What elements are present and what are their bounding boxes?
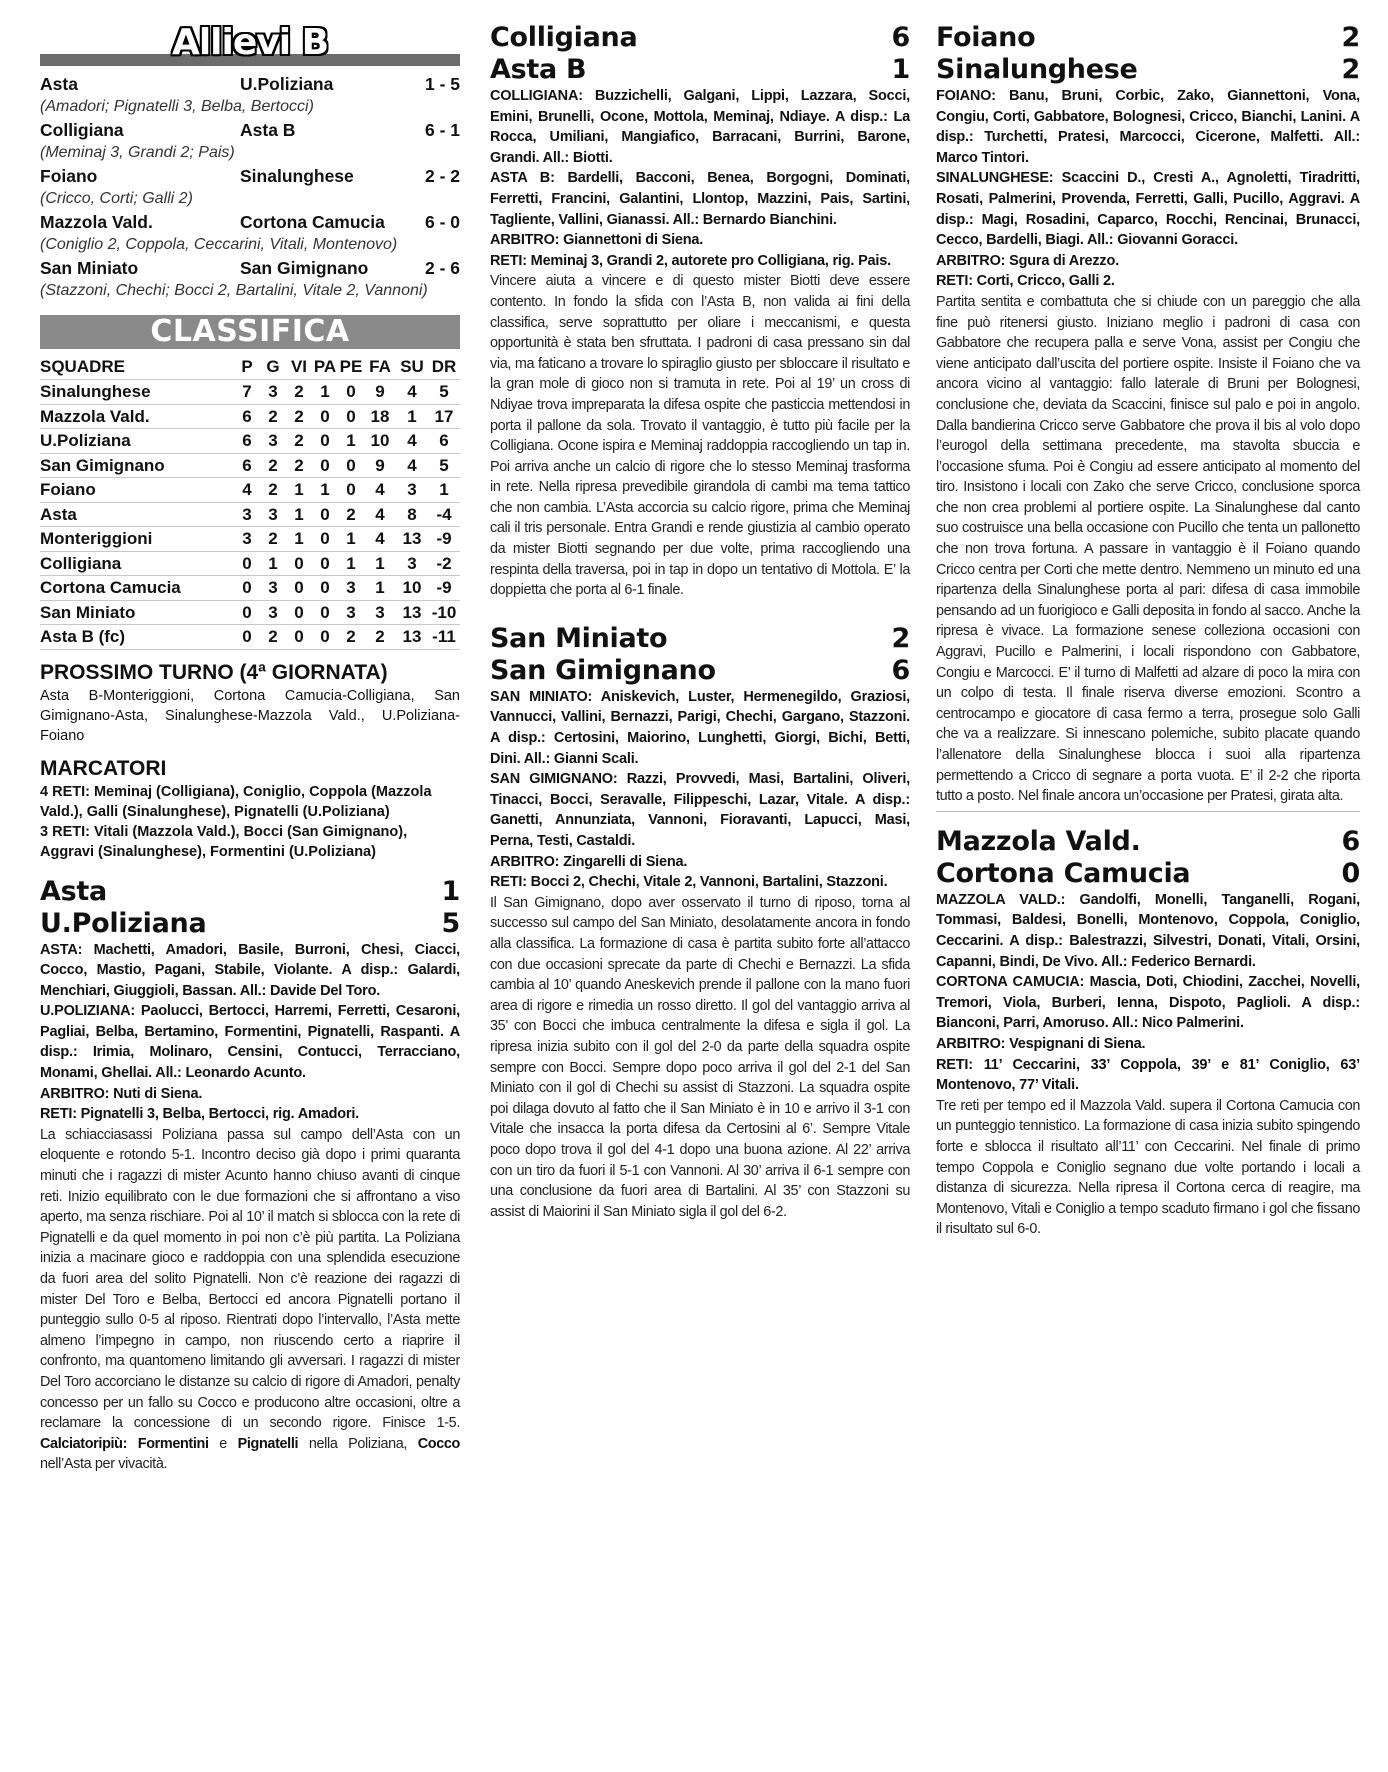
stat-cell: 7	[234, 380, 260, 405]
stat-cell: 2	[260, 478, 286, 503]
away-lineup: SINALUNGHESE: Scaccini D., Cresti A., Agnoletti, Tiradritti, Rosati, Palmerini, Provenda, Ferretti, Galli, Pucillo, Aggravi. A disp.: Magi, Rosadini, Caparco, Rocchi, Rencinai, Brunacci, Cecco, Bardelli, Biagi. All.: Giovanni Goracci.	[936, 170, 1360, 249]
referee: ARBITRO: Nuti di Siena.	[40, 1085, 203, 1102]
stat-cell: 2	[364, 625, 396, 650]
away-team: Asta B	[490, 54, 587, 85]
away-team: U.Poliziana	[240, 74, 334, 94]
stat-cell: 1	[260, 551, 286, 576]
stat-cell: 1	[338, 551, 364, 576]
home-score: 2	[891, 622, 910, 654]
team-name: Asta	[40, 502, 234, 527]
home-score: 1	[441, 875, 460, 907]
away-lineup: SAN GIMIGNANO: Razzi, Provvedi, Masi, Bartalini, Oliveri, Tinacci, Bocci, Seravalle, Filippeschi, Lazar, Vitale. A disp.: Ganetti, Annunziata, Vannoni, Fioravanti, Lapucci, Masi, Perna, Testi, Castaldi.	[490, 771, 910, 849]
stat-cell: 0	[312, 429, 338, 454]
referee: ARBITRO: Vespignani di Siena.	[936, 1035, 1146, 1052]
stat-cell: 4	[396, 429, 428, 454]
stat-cell: 4	[234, 478, 260, 503]
stat-cell: 0	[338, 380, 364, 405]
away-score: 6	[891, 654, 910, 686]
score: 2 - 2	[424, 166, 460, 186]
stat-cell: 6	[234, 453, 260, 478]
result-row	[40, 164, 460, 188]
stat-cell: 0	[312, 404, 338, 429]
match-report	[40, 1125, 460, 1475]
result-scorers: (Coniglio 2, Coppola, Ceccarini, Vitali, Montenovo)	[40, 236, 398, 253]
stat-cell: 1	[428, 478, 460, 503]
column-left	[40, 22, 460, 1475]
column-right	[936, 22, 1360, 1240]
goals: RETI: Meminaj 3, Grandi 2, autorete pro Colligiana, rig. Pais.	[490, 252, 891, 269]
stat-cell: 10	[396, 576, 428, 601]
stat-cell: 13	[396, 527, 428, 552]
standings-column-header: SQUADRE	[40, 357, 126, 376]
home-team: Mazzola Vald.	[936, 825, 1141, 857]
standings-row	[40, 404, 460, 429]
stat-cell: 10	[364, 429, 396, 454]
home-team: Colligiana	[40, 120, 124, 140]
stat-cell: 0	[286, 625, 312, 650]
home-team: Asta	[40, 875, 107, 907]
stat-cell: 0	[338, 453, 364, 478]
team-name: U.Poliziana	[40, 429, 234, 454]
stat-cell: 2	[260, 625, 286, 650]
stat-cell: 0	[312, 625, 338, 650]
stat-cell: 0	[338, 404, 364, 429]
stat-cell: 3	[234, 527, 260, 552]
best-players-label: Calciatoripiù:	[40, 1435, 128, 1452]
standings-row	[40, 576, 460, 601]
home-lineup: COLLIGIANA: Buzzichelli, Galgani, Lippi, Lazzara, Socci, Emini, Brunelli, Ocone, Mottola, Meminaj, Ndiaye. A disp.: La Rocca, Umiliani, Mangiafico, Barracani, Burrini, Barone, Grandi. All.: Biotti.	[490, 88, 910, 166]
standings-column-header: VI	[290, 357, 308, 376]
stat-cell: 5	[428, 380, 460, 405]
home-lineup: MAZZOLA VALD.: Gandolfi, Monelli, Tanganelli, Rogani, Tommasi, Baldesi, Bonelli, Montenovo, Coppola, Coniglio, Ceccarini. A disp.: Balestrazzi, Silvestri, Donati, Vitali, Orsini, Capanni, Bindi, De Vivo. All.: Federico Bernardi.	[936, 891, 1360, 970]
match-header	[936, 826, 1360, 890]
standings-column-header: FA	[369, 357, 391, 376]
away-score: 1	[891, 54, 910, 85]
away-team: San Gimignano	[240, 258, 369, 278]
away-score: 5	[441, 907, 460, 939]
stat-cell: 0	[234, 625, 260, 650]
stat-cell: 18	[364, 404, 396, 429]
stat-cell: 1	[312, 380, 338, 405]
stat-cell: 1	[338, 429, 364, 454]
away-score: 2	[1341, 54, 1360, 85]
report-text: nella Poliziana,	[308, 1435, 408, 1452]
score: 1 - 5	[424, 74, 460, 94]
goals: RETI: 11’ Ceccarini, 33’ Coppola, 39’ e 81’ Coniglio, 63’ Montenovo, 77’ Vitali.	[936, 1056, 1360, 1094]
home-team: Asta	[40, 74, 78, 94]
stat-cell: 17	[428, 404, 460, 429]
stat-cell: 2	[286, 404, 312, 429]
stat-cell: 1	[338, 527, 364, 552]
result-scorers: (Meminaj 3, Grandi 2; Pais)	[40, 144, 235, 161]
result-scorers: (Stazzoni, Chechi; Bocci 2, Bartalini, Vitale 2, Vannoni)	[40, 282, 428, 299]
stat-cell: 0	[234, 600, 260, 625]
next-round-text: Asta B-Monteriggioni, Cortona Camucia-Colligiana, San Gimignano-Asta, Sinalunghese-Mazzola Vald., U.Poliziana-Foiano	[40, 687, 460, 744]
stat-cell: 6	[234, 429, 260, 454]
referee: ARBITRO: Giannettoni di Siena.	[490, 232, 704, 249]
goals: RETI: Corti, Cricco, Galli 2.	[936, 273, 1115, 290]
stat-cell: 3	[396, 478, 428, 503]
standings-row	[40, 502, 460, 527]
stat-cell: 2	[286, 380, 312, 405]
match-report: Tre reti per tempo ed il Mazzola Vald. supera il Cortona Camucia con un punteggio tennistico. La formazione di casa inizia subito spingendo forte e sblocca il risultato all’11’ con Ceccarini. Nel finale di primo tempo Coppola e Coniglio segnano due volte portando i locali a distanza di sicurezza. Nella ripresa il Cortona cerca di reagire, ma Montenovo, Vitali e Coniglio a tempo scaduto firmano i gol che fissano il risultato sul 6-0.	[936, 1097, 1360, 1238]
stat-cell: -4	[428, 502, 460, 527]
result-row	[40, 72, 460, 96]
stat-cell: 13	[396, 600, 428, 625]
result-row	[40, 256, 460, 280]
team-name: Sinalunghese	[40, 380, 234, 405]
stat-cell: 1	[396, 404, 428, 429]
stat-cell: 3	[260, 380, 286, 405]
away-score: 0	[1341, 857, 1360, 889]
stat-cell: 2	[286, 429, 312, 454]
home-team: San Miniato	[490, 622, 668, 654]
away-lineup: U.POLIZIANA: Paolucci, Bertocci, Harremi, Ferretti, Cesaroni, Pagliai, Belba, Bertamino, Formentini, Pignatelli, Raspanti. A disp.: Irimia, Molinaro, Censini, Contucci, Terracciano, Monami, Ghellai. All.: Leonardo Acunto.	[40, 1003, 460, 1082]
home-team: Foiano	[936, 22, 1036, 53]
stat-cell: 3	[260, 600, 286, 625]
standings-column-header: P	[241, 357, 253, 376]
standings-row	[40, 600, 460, 625]
stat-cell: 0	[312, 453, 338, 478]
match-report: Vincere aiuta a vincere e di questo mister Biotti deve essere contento. In fondo la sfida con l’Asta B, non valida ai fini della classifica, serve soprattutto per oliare i meccanismi, e questa opportunità è stata ben sfruttata. I padroni di casa pressano sin dal via, ma faticano a trovare lo spiraglio giusto per sbloccare il risultato e la gran mole di gioco non si tramuta in rete. Poi al 19’ un cross di Ndiyae trova impreparata la difesa ospite che pasticcia mettendosi in porta il pallone da sola. Trovato il vantaggio, è tutto più facile per la Colligiana. Ocone ispira e Meminaj raddoppia raccogliendo un tap in. Poi arriva anche un calcio di rigore che lo stesso Meminaj trasforma in rete. Nella ripresa prevedibile girandola di cambi ma tema tattico che non cambia. L’Asta accorcia su calcio rigore, prima che Meminaj cali il tris personale. Entra Grandi e rende giustizia al cambio operato da mister Biotti segnando per due volte, prima raccogliendo una respinta della traversa, poi in tap in dopo un tentativo di Mottola. E’ la doppietta che porta al 6-1 finale.	[490, 273, 910, 599]
stat-cell: 1	[364, 551, 396, 576]
stat-cell: 4	[364, 527, 396, 552]
stat-cell: 4	[364, 502, 396, 527]
stat-cell: 0	[338, 478, 364, 503]
match-header	[490, 623, 910, 687]
result-scorers: (Amadori; Pignatelli 3, Belba, Bertocci)	[40, 98, 314, 115]
stat-cell: 6	[428, 429, 460, 454]
stat-cell: 0	[286, 576, 312, 601]
stat-cell: 3	[338, 600, 364, 625]
home-team: Foiano	[40, 166, 98, 186]
stat-cell: 3	[260, 429, 286, 454]
stat-cell: 2	[338, 625, 364, 650]
stat-cell: 1	[312, 478, 338, 503]
away-team: Sinalunghese	[240, 166, 354, 186]
home-lineup: FOIANO: Banu, Bruni, Corbic, Zako, Giannettoni, Vona, Congiu, Corti, Gabbatore, Bolognesi, Cricco, Bianchi, Lanini. A disp.: Turchetti, Pratesi, Marcocci, Cicerone, Malfetti. All.: Marco Tintori.	[936, 88, 1360, 166]
home-team: Mazzola Vald.	[40, 212, 153, 232]
stat-cell: 3	[260, 502, 286, 527]
home-team: Colligiana	[490, 22, 638, 53]
next-round-title: PROSSIMO TURNO (4ª GIORNATA)	[40, 660, 388, 684]
result-row	[40, 118, 460, 142]
stat-cell: 0	[286, 551, 312, 576]
stat-cell: 4	[364, 478, 396, 503]
best-player: Cocco	[417, 1435, 460, 1452]
standings-row	[40, 380, 460, 405]
away-team: Sinalunghese	[936, 54, 1138, 85]
away-team: San Gimignano	[490, 654, 716, 686]
standings-column-header: SU	[400, 357, 424, 376]
match-header	[936, 22, 1360, 86]
stat-cell: 6	[234, 404, 260, 429]
stat-cell: 0	[234, 551, 260, 576]
away-lineup: CORTONA CAMUCIA: Mascia, Doti, Chiodini, Zacchei, Novelli, Tremori, Viola, Burberi, Ienna, Dispoto, Paglioli. A disp.: Bianconi, Parri, Amoruso. All.: Nico Palmerini.	[936, 974, 1360, 1032]
match-header	[40, 876, 460, 940]
page-title: Allievi B	[171, 22, 329, 63]
team-name: San Gimignano	[40, 453, 234, 478]
away-team: Asta B	[240, 120, 296, 140]
scorers-line: 3 RETI: Vitali (Mazzola Vald.), Bocci (San Gimignano), Aggravi (Sinalunghese), Formentini (U.Poliziana)	[40, 823, 408, 860]
standings-column-header: G	[266, 357, 280, 376]
standings-row	[40, 527, 460, 552]
stat-cell: 2	[260, 453, 286, 478]
stat-cell: 9	[364, 453, 396, 478]
stat-cell: -2	[428, 551, 460, 576]
standings-row	[40, 453, 460, 478]
team-name: Foiano	[40, 478, 234, 503]
standings-title: CLASSIFICA	[40, 315, 460, 349]
scorers-line: 4 RETI: Meminaj (Colligiana), Coniglio, Coppola (Mazzola Vald.), Galli (Sinalunghese), Pignatelli (U.Poliziana)	[40, 783, 432, 820]
stat-cell: 9	[364, 380, 396, 405]
score: 6 - 0	[424, 212, 460, 232]
stat-cell: 2	[260, 527, 286, 552]
stat-cell: 0	[312, 527, 338, 552]
team-name: Asta B (fc)	[40, 625, 234, 650]
stat-cell: 0	[312, 551, 338, 576]
away-team: Cortona Camucia	[240, 212, 385, 232]
home-score: 2	[1341, 22, 1360, 53]
stat-cell: 0	[312, 600, 338, 625]
standings-row	[40, 478, 460, 503]
divider	[936, 811, 1360, 812]
stat-cell: 3	[396, 551, 428, 576]
stat-cell: 4	[396, 380, 428, 405]
match-header	[490, 22, 910, 86]
best-player: Pignatelli	[237, 1435, 299, 1452]
column-middle	[490, 22, 910, 1222]
standings-column-header: PA	[313, 357, 337, 376]
stat-cell: 1	[286, 502, 312, 527]
team-name: Monteriggioni	[40, 527, 234, 552]
stat-cell: 1	[364, 576, 396, 601]
home-lineup: SAN MINIATO: Aniskevich, Luster, Hermenegildo, Graziosi, Vannucci, Vallini, Bernazzi, Parigi, Chechi, Gargano, Stazzoni. A disp.: Certosini, Maiorino, Lunghetti, Giorgi, Bichi, Betti, Dini. All.: Gianni Scali.	[490, 688, 910, 767]
stat-cell: 3	[234, 502, 260, 527]
scorers-title: MARCATORI	[40, 756, 167, 780]
team-name: San Miniato	[40, 600, 234, 625]
stat-cell: 8	[396, 502, 428, 527]
home-lineup: ASTA: Machetti, Amadori, Basile, Burroni, Chesi, Ciacci, Cocco, Mastio, Pagani, Stabile, Violante. A disp.: Galardi, Menchiari, Giuggioli, Bassan. All.: Davide Del Toro.	[40, 941, 460, 999]
stat-cell: 0	[234, 576, 260, 601]
best-player: Formentini	[137, 1435, 209, 1452]
home-score: 6	[891, 22, 910, 53]
stat-cell: 3	[260, 576, 286, 601]
stat-cell: 3	[338, 576, 364, 601]
section-header	[40, 22, 460, 66]
goals: RETI: Bocci 2, Chechi, Vitale 2, Vannoni, Bartalini, Stazzoni.	[490, 874, 888, 891]
stat-cell: 1	[286, 478, 312, 503]
match-report: Il San Gimignano, dopo aver osservato il turno di riposo, torna al successo sul campo del San Miniato, desolatamente ancora in fondo alla classifica. La formazione di casa è partita subito forte all’attacco con due occasioni sprecate da parte di Chechi e Bernazzi. La sfida cambia al 10’ quando Aneskevich prende il pallone con la mano fuori area di rigore e rimedia un rosso diretto. Il gol del vantaggio arriva al 35’ con Bocci che imbuca centralmente la difesa e sigla il gol. La ripresa inizia subito con il gol del 2-0 da parte della squadra ospite sempre con Bocci. Sempre dopo poco arriva il gol del 2-1 del San Miniato con il gol di Chechi su assist di Stazzoni. La squadra ospite poi dilaga dovuto al fatto che il San Miniato è in 10 e arrivo il 3-1 con Vitale che insacca la porta difesa da Certosini al 6’. Sempre Vitale poco dopo trova il gol del 4-1 dopo una buona azione. Al 22’ arriva con un tiro da fuori il 5-1 con Vannoni. Al 30’ arriva il 6-1 sempre con una conclusione da fuori area di Bartalini. Al 35’ con Stazzoni su assist di Maiorini il San Miniato sigla il gol del 6-2.	[490, 894, 910, 1220]
stat-cell: -11	[428, 625, 460, 650]
standings-table	[40, 355, 460, 650]
standings-row	[40, 429, 460, 454]
standings-column-header: PE	[339, 357, 363, 376]
stat-cell: 5	[428, 453, 460, 478]
match-report: Partita sentita e combattuta che si chiude con un pareggio che alla fine può ritenersi giusto. Iniziano meglio i padroni di casa con Gabbatore che recupera palla e serve Vona, assist per Congiu che viene anticipato dall’uscita del portiere ospite. Insiste il Foiano che va ancora vicino al vantaggio: fallo laterale di Bruni per Bolognesi, conclusione che, deviata da Scaccini, finisce sul palo e poi in angolo. Dalla bandierina Cricco serve Gabbatore che prova il bis al volo dopo l’eurogol della settimana precedente, ma stavolta sbuccia e l’occasione sfuma. Poi è Congiu ad essere anticipato al momento del tiro. Insistono i locali con Zako che serve Cricco, conclusione sporca che non crea problemi al portiere ospite. La Sinalunghese dal canto suo costruisce una bella occasione con Pucillo che tenta un pallonetto che non trova fortuna. A passare in vantaggio è il Foiano quando Cricco centra per Corti che mette dentro. Nemmeno un minuto ed una ripartenza della Sinalunghese porta al pari: difesa di casa immobile pensando ad un fuorigioco e Galli deposita in fondo al sacco. Anche la ripresa è vivace. La formazione senese colleziona occasioni con Aggravi, Pucillo e Palmerini, i locali rispondono con Gabbatore, Congiu e Marcocci. E’ il turno di Malfetti ad alzare di poco la mira con un colpo di testa. Il finale riserva diverse emozioni. Scontro a centrocampo e giocatore di casa fermo a terra, prosegue solo Galli che va a realizzare. Si innescano polemiche, subito placate quando l’allenatore della Sinalunghese blocca i suoi alla ripartenza permettendo a Cricco di segnare a porta vuota. E’ il 2-2 che riporta tutto a posto. Nel finale ancora un’occasione per Pratesi, girata alta.	[936, 293, 1360, 805]
home-score: 6	[1341, 825, 1360, 857]
score: 2 - 6	[424, 258, 460, 278]
stat-cell: -9	[428, 576, 460, 601]
stat-cell: 1	[286, 527, 312, 552]
stat-cell: 0	[312, 502, 338, 527]
stat-cell: 0	[312, 576, 338, 601]
referee: ARBITRO: Zingarelli di Siena.	[490, 853, 688, 870]
away-team: Cortona Camucia	[936, 857, 1191, 889]
score: 6 - 1	[424, 120, 460, 140]
standings-header-row	[40, 355, 460, 380]
report-text: La schiacciasassi Poliziana passa sul campo dell’Asta con un eloquente e rotondo 5-1. Incontro deciso già dopo i primi quaranta minuti che i ragazzi di mister Acunto hanno chiuso avanti di cinque reti. Inizio equilibrato con le due formazioni che si affrontano a viso aperto, ma senza rischiare. Poi al 10’ il match si sblocca con la rete di Pignatelli e da quel momento in poi non c’è più partita. La Poliziana inizia a macinare gioco e raddoppia con una splendida esecuzione da fuori area del solito Pignatelli. Non c’è reazione dei ragazzi di mister Del Toro e Belba, Bertocci ed ancora Pignatelli portano il punteggio sullo 0-5 al riposo. Rientrati dopo l’intervallo, l’Asta mette almeno l’impegno in campo, non riuscendo certo a riaprire il confronto, ma quantomeno limitando gli avversari. I ragazzi di mister Del Toro accorciano le distanze su calcio di rigore di Amadori, penalty concesso per un fallo su Cocco e producono altre occasioni, oltre a reclamare la concessione di un secondo rigore. Finisce 1-5.	[40, 1126, 460, 1432]
referee: ARBITRO: Sgura di Arezzo.	[936, 252, 1119, 269]
result-row	[40, 210, 460, 234]
standings-row	[40, 625, 460, 650]
home-team: San Miniato	[40, 258, 139, 278]
stat-cell: 4	[396, 453, 428, 478]
team-name: Mazzola Vald.	[40, 404, 234, 429]
standings-column-header: DR	[431, 357, 457, 376]
away-lineup: ASTA B: Bardelli, Bacconi, Benea, Borgogni, Dominati, Ferretti, Francini, Galantini, Llontop, Mazzini, Pais, Sartini, Tagliente, Vallini, Gianassi. All.: Bernardo Bianchini.	[490, 170, 910, 228]
report-text: e	[219, 1435, 227, 1452]
stat-cell: -10	[428, 600, 460, 625]
stat-cell: 0	[286, 600, 312, 625]
stat-cell: 2	[338, 502, 364, 527]
report-text: nell’Asta per vivacità.	[40, 1456, 168, 1473]
team-name: Colligiana	[40, 551, 234, 576]
results-list	[40, 72, 460, 301]
stat-cell: 2	[260, 404, 286, 429]
result-scorers: (Cricco, Corti; Galli 2)	[40, 190, 193, 207]
away-team: U.Poliziana	[40, 907, 207, 939]
goals: RETI: Pignatelli 3, Belba, Bertocci, rig. Amadori.	[40, 1106, 360, 1123]
team-name: Cortona Camucia	[40, 576, 234, 601]
stat-cell: 2	[286, 453, 312, 478]
stat-cell: -9	[428, 527, 460, 552]
stat-cell: 3	[364, 600, 396, 625]
stat-cell: 13	[396, 625, 428, 650]
standings-row	[40, 551, 460, 576]
